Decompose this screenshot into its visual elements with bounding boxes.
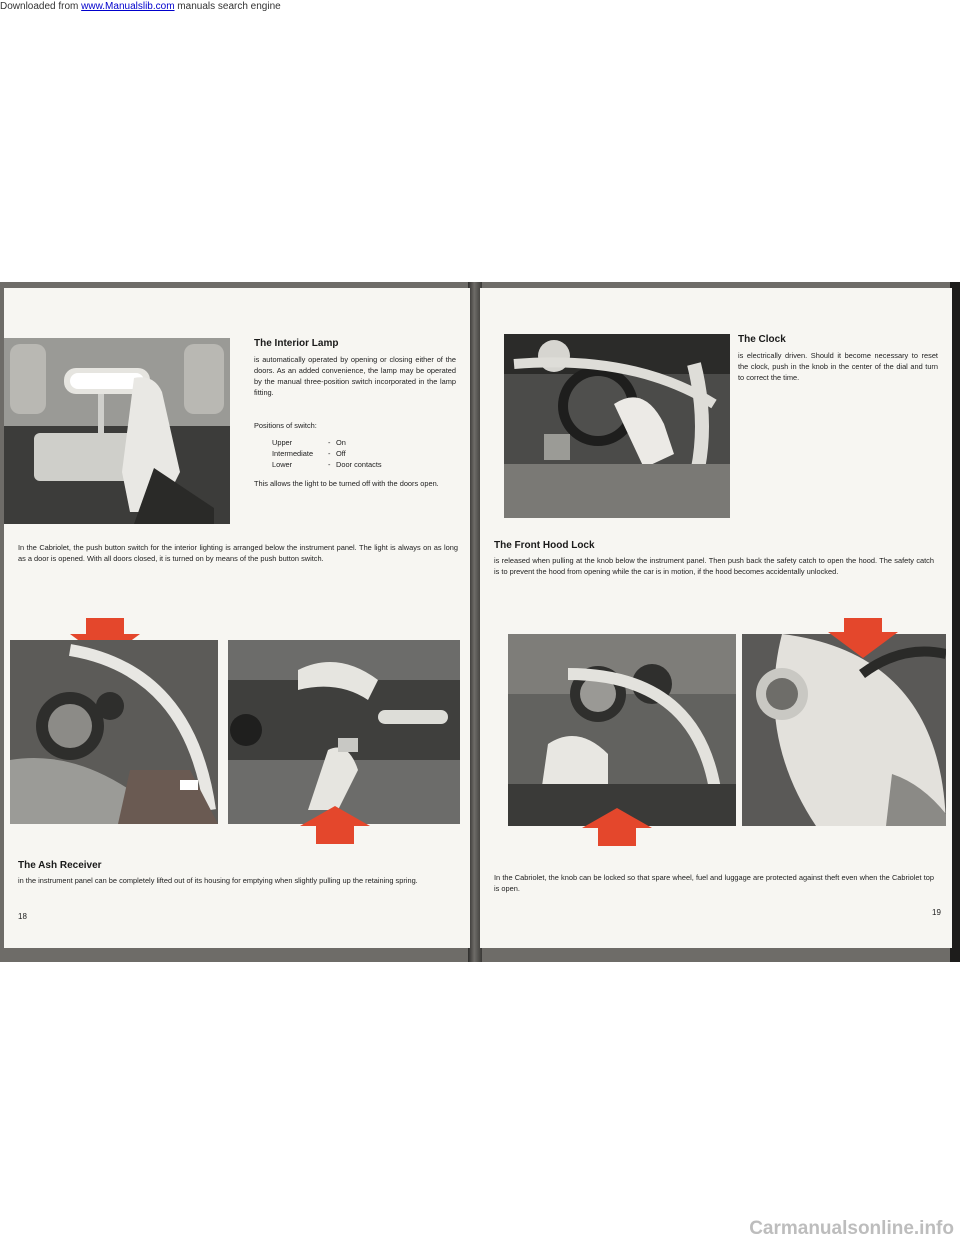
download-banner (0, 0, 960, 14)
hood-lock-body: is released when pulling at the knob below the instrument panel. Then push back the safety catch to open the hood. The safety catch is to prevent the hood from opening while the car is in motion, if the hood becomes accidentally unlocked. (494, 556, 934, 576)
left-page (4, 288, 470, 948)
positions-label: Positions of switch: (254, 421, 317, 430)
switch-row (272, 438, 346, 447)
ash-receiver-body: in the instrument panel can be completely lifted out of its housing for emptying when slightly pulling up the retaining spring. (18, 876, 418, 885)
right-cabriolet-note: In the Cabriolet, the knob can be locked so that spare wheel, fuel and luggage are protected against theft even when the Cabriolet top is open. (494, 873, 934, 893)
switch-position: Upper (272, 438, 293, 447)
interior-lamp-body: is automatically operated by opening or closing either of the doors. As an added convenience, the lamp may be operated by the manual three-position switch incorporated in the lamp fitting. (254, 355, 456, 397)
interior-lamp-photo (4, 338, 230, 524)
ash-receiver-dashboard-photo (10, 640, 218, 824)
hood-safety-catch-photo (742, 634, 946, 826)
ash-receiver-closeup-photo (228, 640, 460, 824)
switch-state: On (336, 438, 346, 447)
right-page (480, 288, 952, 948)
page-number-right: 19 (932, 908, 941, 917)
down-arrow-icon (828, 632, 898, 658)
arrow-stem (86, 618, 124, 634)
clock-title: The Clock (738, 334, 786, 345)
hood-lock-title: The Front Hood Lock (494, 540, 595, 551)
switch-row (272, 449, 346, 458)
clock-photo (504, 334, 730, 518)
page-number-left: 18 (18, 912, 27, 921)
arrow-stem (844, 618, 882, 632)
hood-release-dashboard-photo (508, 634, 736, 826)
arrow-stem (598, 828, 636, 846)
ash-receiver-title: The Ash Receiver (18, 860, 102, 871)
switch-state: Off (336, 449, 346, 458)
left-cabriolet-note: In the Cabriolet, the push button switch for the interior lighting is arranged below the instrument panel. The light is always on as long as a door is opened. With all doors closed, it is turned on by means of the push button switch. (18, 543, 458, 563)
arrow-stem (316, 826, 354, 844)
switch-dash: - (328, 449, 331, 458)
banner-prefix: Downloaded from (0, 1, 82, 12)
manualslib-link[interactable]: www.Manualslib.com (81, 1, 175, 12)
manual-spread (0, 282, 960, 962)
banner-suffix: manuals search engine (174, 1, 281, 12)
interior-lamp-note: This allows the light to be turned off with the doors open. (254, 479, 439, 488)
switch-state: Door contacts (336, 460, 382, 469)
switch-row (272, 460, 382, 469)
up-arrow-icon (300, 806, 370, 826)
clock-body: is electrically driven. Should it become necessary to reset the clock, push in the knob in the center of the dial and turn to correct the time. (738, 351, 938, 382)
up-arrow-icon (582, 808, 652, 828)
switch-dash: - (328, 460, 331, 469)
switch-dash: - (328, 438, 331, 447)
interior-lamp-title: The Interior Lamp (254, 338, 339, 349)
carmanualsonline-watermark: Carmanualsonline.info (749, 1218, 954, 1239)
switch-position: Lower (272, 460, 293, 469)
switch-position: Intermediate (272, 449, 314, 458)
